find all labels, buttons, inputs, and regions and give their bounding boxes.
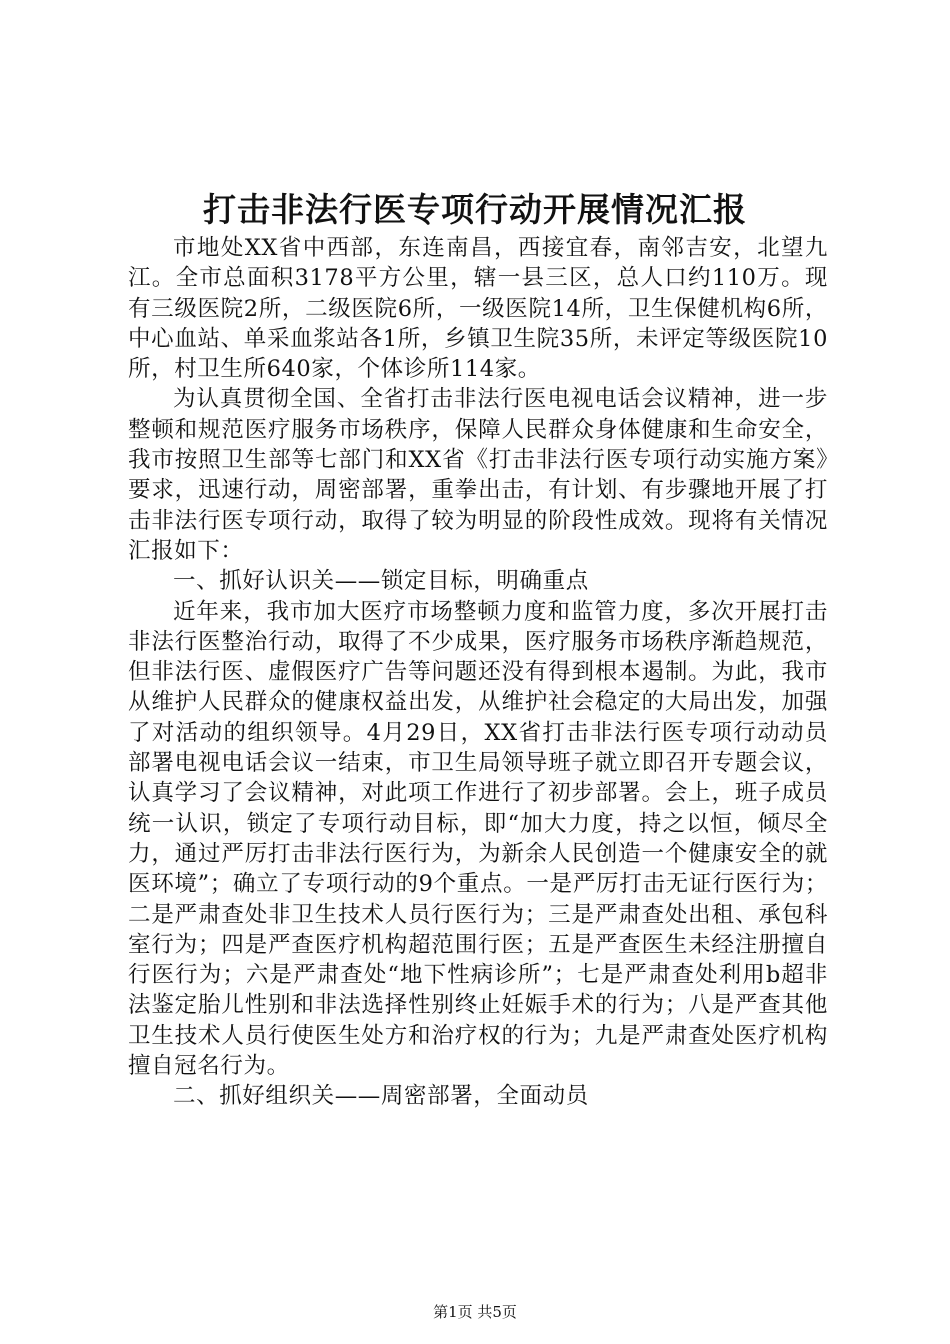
paragraph-city-overview: 市地处XX省中西部，东连南昌，西接宜春，南邻吉安，北望九江。全市总面积3178平方公里，辖一县三区，总人口约110万。现有三级医院2所，二级医院6所，一级医院14所，卫生保健机构6所，中心血站、单采血浆站各1所，乡镇卫生院35所，未评定等级医院10所，村卫生所640家，个体诊所114家。 (128, 235, 828, 383)
section-heading-1: 一、抓好认识关——锁定目标，明确重点 (173, 568, 589, 595)
section-heading-2: 二、抓好组织关——周密部署，全面动员 (173, 1083, 589, 1110)
paragraph-introduction: 为认真贯彻全国、全省打击非法行医电视电话会议精神，进一步整顿和规范医疗服务市场秩序，保障人民群众身体健康和生命安全，我市按照卫生部等七部门和XX省《打击非法行医专项行动实施方案》要求，迅速行动，周密部署，重拳出击，有计划、有步骤地开展了打击非法行医专项行动，取得了较为明显的阶段性成效。现将有关情况汇报如下： (128, 386, 828, 564)
document-title: 打击非法行医专项行动开展情况汇报 (203, 190, 747, 229)
paragraph-section-1-body: 近年来，我市加大医疗市场整顿力度和监管力度，多次开展打击非法行医整治行动，取得了不少成果，医疗服务市场秩序渐趋规范，但非法行医、虚假医疗广告等问题还没有得到根本遏制。为此，我市从维护人民群众的健康权益出发，从维护社会稳定的大局出发，加强了对活动的组织领导。4月29日，XX省打击非法行医专项行动动员部署电视电话会议一结束，市卫生局领导班子就立即召开专题会议，认真学习了会议精神，对此项工作进行了初步部署。会上，班子成员统一认识，锁定了专项行动目标，即“加大力度，持之以恒，倾尽全力，通过严厉打击非法行医行为，为新余人民创造一个健康安全的就医环境”；确立了专项行动的9个重点。一是严厉打击无证行医行为；二是严肃查处非卫生技术人员行医行为；三是严肃查处出租、承包科室行为；四是严查医疗机构超范围行医；五是严查医生未经注册擅自行医行为；六是严肃查处“地下性病诊所”；七是严肃查处利用b超非法鉴定胎儿性别和非法选择性别终止妊娠手术的行为；八是严查其他卫生技术人员行使医生处方和治疗权的行为；九是严肃查处医疗机构擅自冠名行为。 (128, 598, 828, 1080)
page-number-footer: 第1页 共5页 (433, 1303, 517, 1321)
document-body (128, 233, 828, 1112)
